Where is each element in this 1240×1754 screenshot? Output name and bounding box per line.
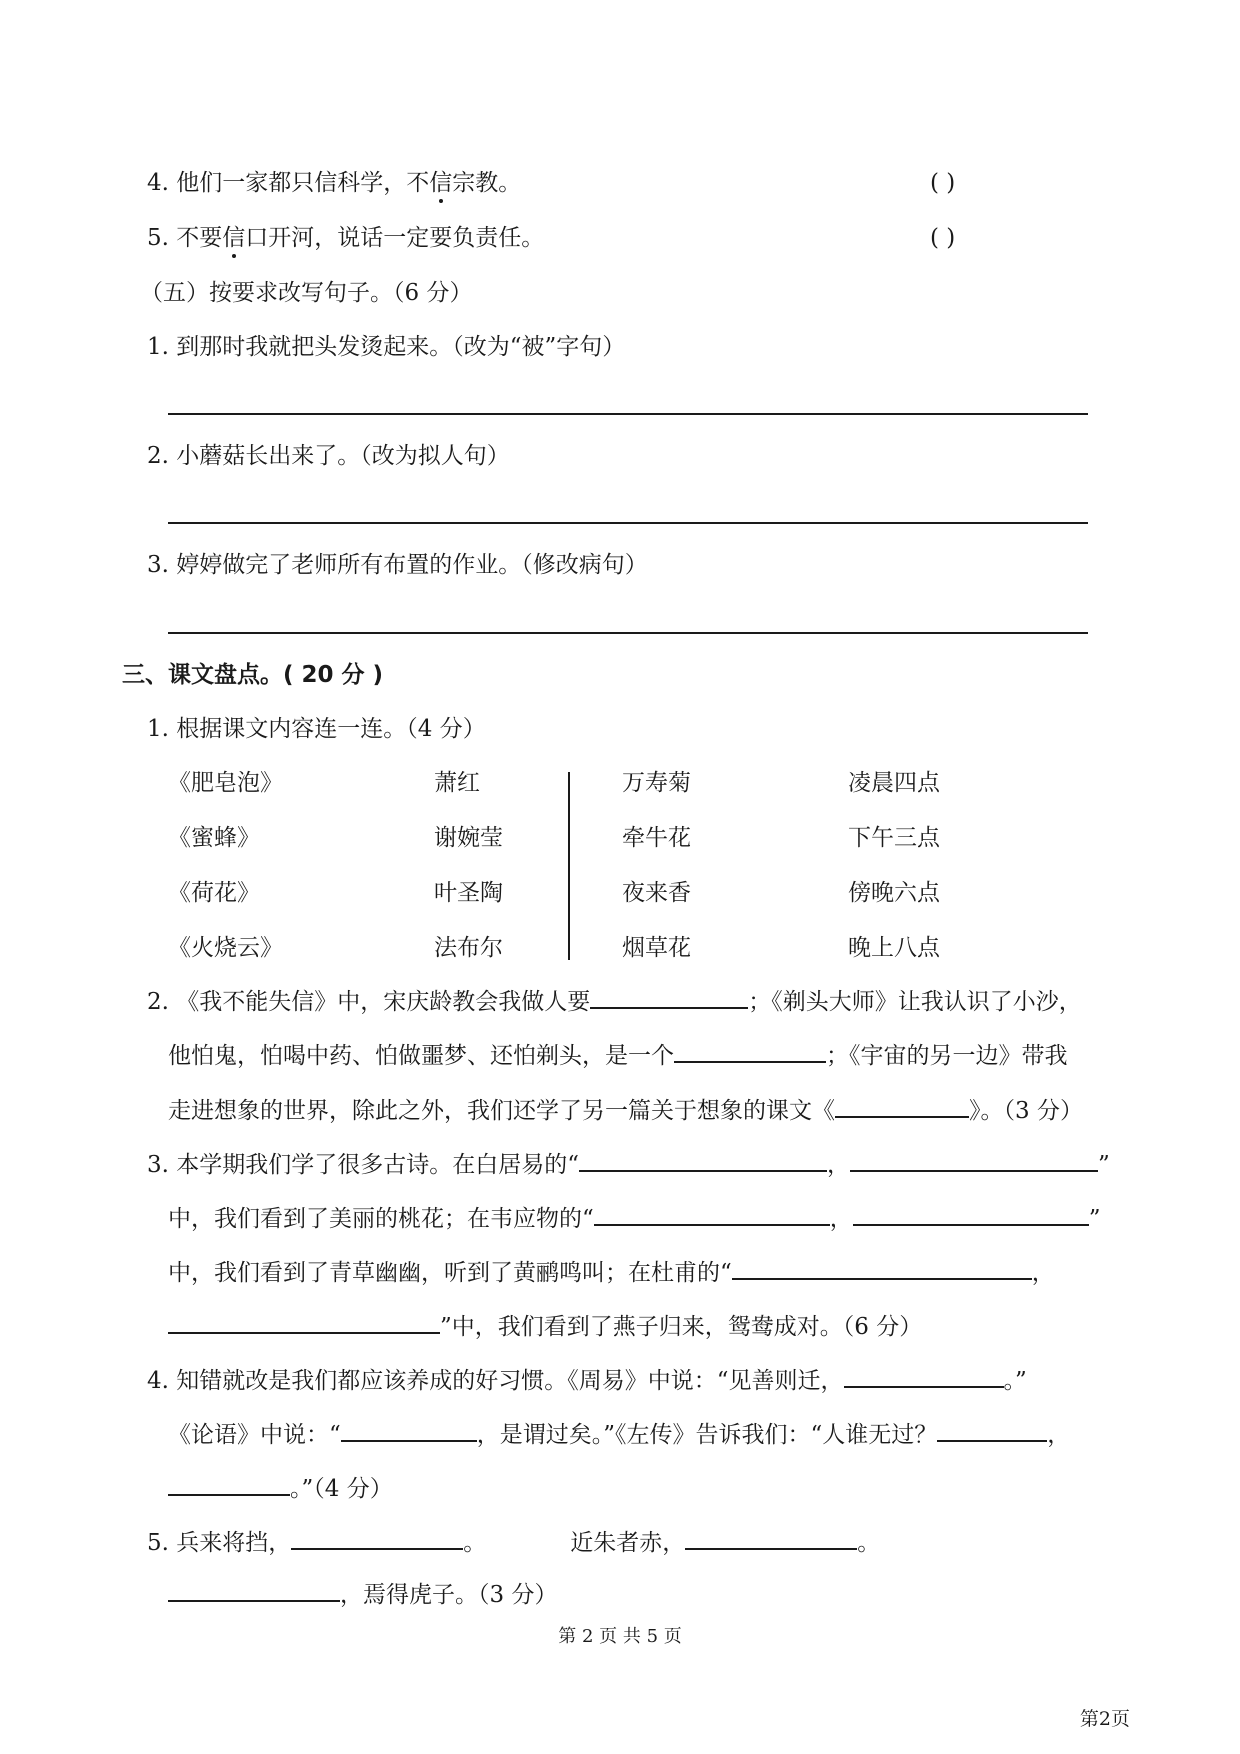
part5-item-1: 1. 到那时我就把头发烫起来。（改为“被”字句）: [147, 334, 626, 360]
page-corner-number: 第2页: [1079, 1708, 1130, 1730]
s3-question-5-line-1: [147, 1528, 880, 1558]
q3-text: ”: [1098, 1152, 1110, 1178]
question-4-dotted-char: 信: [429, 170, 453, 196]
s3-question-2-line-1: [147, 987, 1082, 1017]
page-footer: 第 2 页 共 5 页: [558, 1626, 682, 1647]
q3-text: ，: [827, 1152, 851, 1178]
q2-text: ；《剃头大师》让我认识了小沙，: [748, 989, 1082, 1015]
question-5-dotted-char: 信: [222, 225, 246, 251]
time: 下午三点: [848, 825, 940, 851]
s3-question-2-line-3: [168, 1096, 1083, 1126]
q2-text: 走进想象的世界，除此之外，我们还学了另一篇关于想象的课文《: [168, 1098, 835, 1124]
question-5-text-a: 5. 不要: [147, 225, 223, 251]
q2-text: 他怕鬼，怕喝中药、怕做噩梦、还怕剃头，是一个: [168, 1043, 674, 1069]
answer-line-3[interactable]: [168, 632, 1088, 634]
q3-text: 中，我们看到了青草幽幽，听到了黄鹂鸣叫；在杜甫的“: [168, 1260, 732, 1286]
time: 晚上八点: [848, 935, 940, 961]
question-5-answer-paren[interactable]: ( ): [930, 225, 956, 251]
q5-text: 。: [463, 1530, 487, 1556]
q2-text: 》。（3 分）: [969, 1098, 1083, 1124]
q5-text: 5. 兵来将挡，: [147, 1530, 292, 1556]
q4-text: 。”: [1003, 1368, 1027, 1394]
author: 叶圣陶: [434, 880, 503, 906]
q3-text: ，: [1031, 1260, 1055, 1286]
book-title: 《荷花》: [168, 880, 260, 906]
blank[interactable]: [685, 1547, 857, 1550]
q2-text: ；《宇宙的另一边》带我: [826, 1043, 1068, 1069]
book-title: 《火烧云》: [168, 935, 283, 961]
blank[interactable]: [341, 1439, 477, 1442]
q4-text: 《论语》中说：“: [168, 1422, 341, 1448]
author: 谢婉莹: [434, 825, 503, 851]
blank[interactable]: [590, 1006, 748, 1009]
s3-question-5-line-2: [168, 1580, 557, 1610]
book-title: 《蜜蜂》: [168, 825, 260, 851]
s3-question-3-line-1: [147, 1150, 1110, 1180]
q3-text: ”中，我们看到了燕子归来，鸳鸯成对。（6 分）: [440, 1314, 923, 1340]
s3-question-4-line-3: [168, 1474, 393, 1504]
table-divider: [568, 772, 570, 960]
flower: 夜来香: [622, 880, 691, 906]
blank[interactable]: [168, 1493, 290, 1496]
q4-text: ，: [1047, 1422, 1071, 1448]
question-4-text-b: 宗教。: [452, 170, 522, 196]
q4-text: 。”（4 分）: [290, 1476, 393, 1502]
s3-question-3-line-4: [168, 1312, 922, 1342]
q2-text: 2. 《我不能失信》中，宋庆龄教会我做人要: [147, 989, 591, 1015]
q3-text: ，: [829, 1206, 853, 1232]
q3-text: 3. 本学期我们学了很多古诗。在白居易的“: [147, 1152, 580, 1178]
part5-item-3: 3. 婷婷做完了老师所有布置的作业。（修改病句）: [147, 552, 648, 578]
blank[interactable]: [844, 1385, 1004, 1388]
s3-question-3-line-3: [168, 1258, 1055, 1288]
q4-text: ，是谓过矣。”《左传》告诉我们：“人谁无过？: [476, 1422, 938, 1448]
time: 凌晨四点: [848, 770, 940, 796]
book-title: 《肥皂泡》: [168, 770, 283, 796]
s3-question-4-line-1: [147, 1366, 1027, 1396]
part5-item-2: 2. 小蘑菇长出来了。（改为拟人句）: [147, 443, 510, 469]
part5-title: （五）按要求改写句子。（6 分）: [140, 280, 473, 306]
blank[interactable]: [850, 1169, 1098, 1172]
blank[interactable]: [579, 1169, 827, 1172]
answer-line-1[interactable]: [168, 413, 1088, 415]
time: 傍晚六点: [848, 880, 940, 906]
q5-text: 。: [857, 1530, 881, 1556]
question-4-answer-paren[interactable]: ( ): [930, 170, 956, 196]
blank[interactable]: [594, 1223, 830, 1226]
flower: 牵牛花: [622, 825, 691, 851]
blank[interactable]: [835, 1115, 969, 1118]
flower: 烟草花: [622, 935, 691, 961]
s3-question-3-line-2: [168, 1204, 1101, 1234]
q5-text: 近朱者赤，: [570, 1530, 686, 1556]
blank[interactable]: [732, 1277, 1032, 1280]
blank[interactable]: [853, 1223, 1089, 1226]
s3-question-1-title: 1. 根据课文内容连一连。（4 分）: [147, 716, 486, 742]
author: 萧红: [434, 770, 480, 796]
author: 法布尔: [434, 935, 503, 961]
blank[interactable]: [937, 1439, 1047, 1442]
blank[interactable]: [168, 1599, 340, 1602]
question-5: [147, 223, 544, 253]
blank[interactable]: [291, 1547, 463, 1550]
answer-line-2[interactable]: [168, 522, 1088, 524]
q3-text: ”: [1088, 1206, 1101, 1232]
q3-text: 中，我们看到了美丽的桃花；在韦应物的“: [168, 1206, 594, 1232]
blank[interactable]: [674, 1060, 826, 1063]
s3-question-2-line-2: [168, 1041, 1068, 1071]
flower: 万寿菊: [622, 770, 691, 796]
q5-text: ，焉得虎子。（3 分）: [340, 1582, 558, 1608]
question-5-text-b: 口开河，说话一定要负责任。: [245, 225, 545, 251]
q4-text: 4. 知错就改是我们都应该养成的好习惯。《周易》中说：“见善则迁，: [147, 1368, 844, 1394]
question-4: [147, 168, 521, 198]
question-4-text-a: 4. 他们一家都只信科学，不: [147, 170, 430, 196]
blank[interactable]: [168, 1331, 440, 1334]
section-3-title: 三、课文盘点。( 20 分 ): [122, 662, 384, 688]
s3-question-4-line-2: [168, 1420, 1070, 1450]
